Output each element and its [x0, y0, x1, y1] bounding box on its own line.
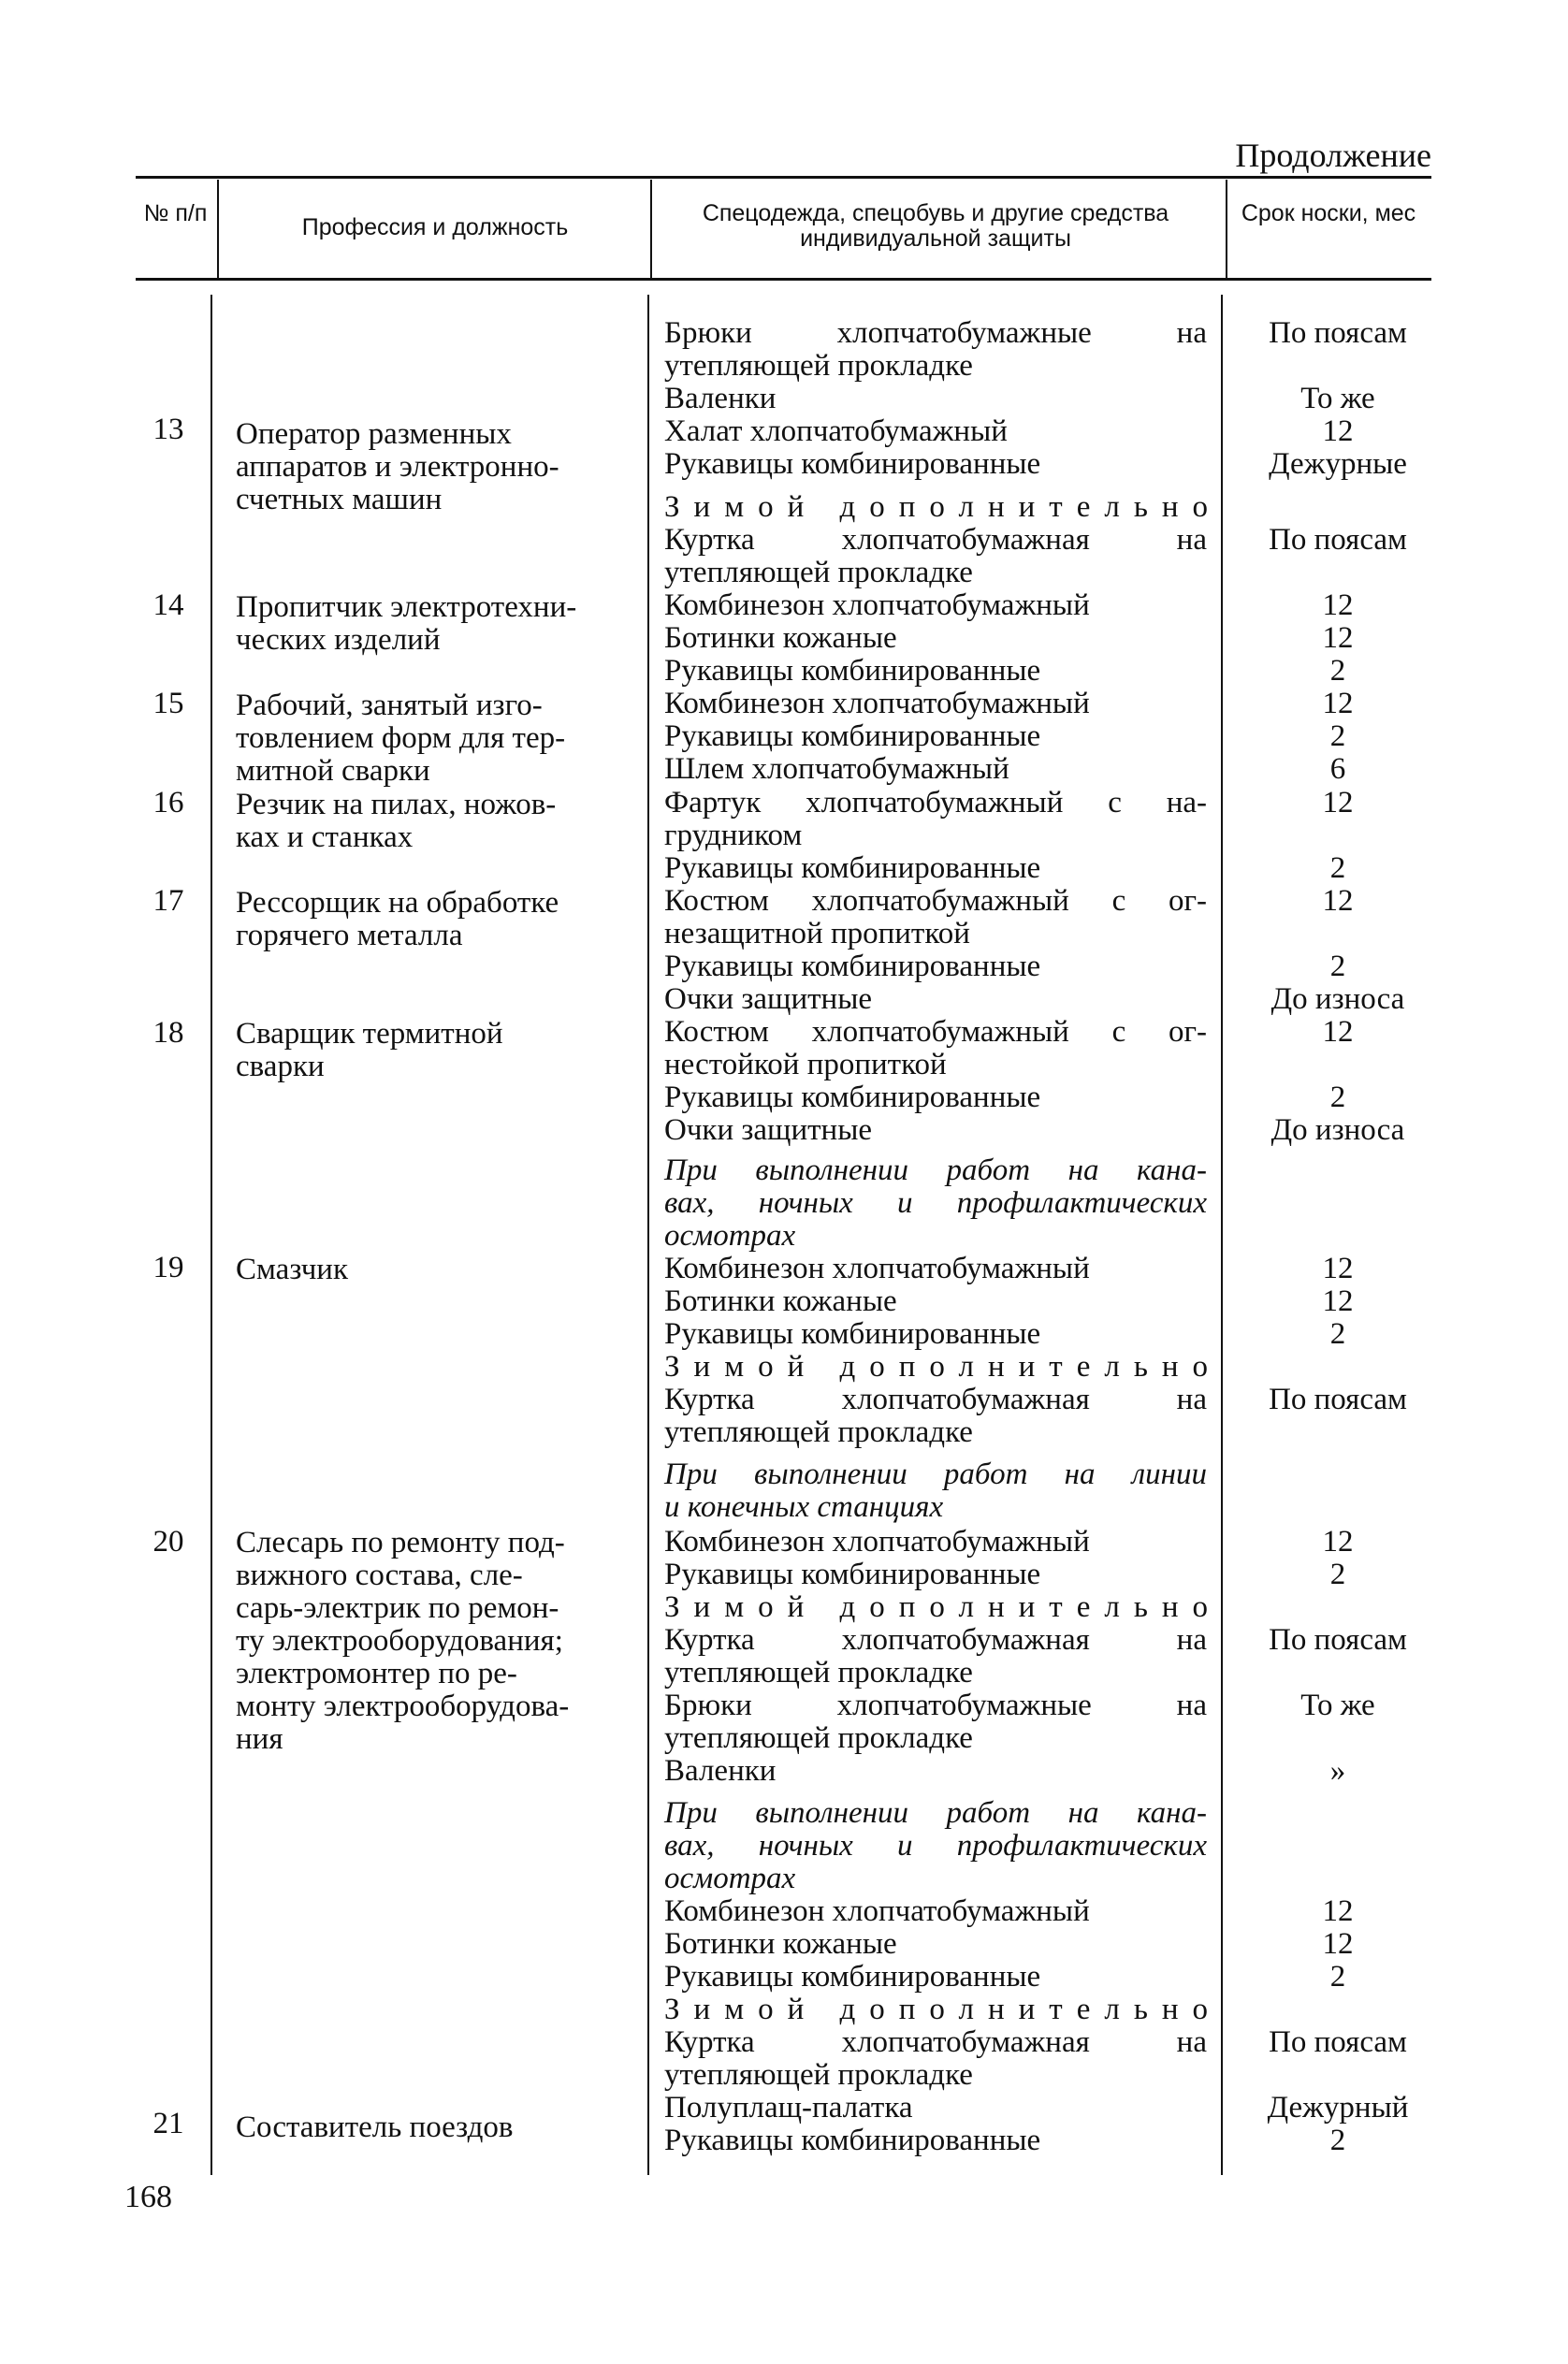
item-line: грудником: [664, 819, 803, 852]
item-line: незащитной пропиткой: [664, 917, 970, 950]
item-line: Куртка хлопчатобумажная на: [664, 1383, 1207, 1416]
profession-line: Пропитчик электротехни-: [236, 590, 577, 624]
profession-line: ту электрооборудования;: [236, 1624, 563, 1658]
item-line: Рукавицы комбинированные: [664, 851, 1041, 885]
term-value: 12: [1322, 786, 1354, 819]
item-line: Брюки хлопчатобумажные на: [664, 316, 1207, 350]
profession-line: Слесарь по ремонту под-: [236, 1526, 565, 1559]
item-line: Рукавицы комбинированные: [664, 1317, 1041, 1351]
term-value: 2: [1329, 654, 1346, 688]
term-value: 12: [1322, 884, 1354, 918]
item-line: Комбинезон хлопчатобумажный: [664, 1525, 1090, 1559]
item-line: Комбинезон хлопчатобумажный: [664, 588, 1090, 622]
term-value: То же: [1300, 1689, 1375, 1722]
item-line: Рукавицы комбинированные: [664, 2124, 1041, 2157]
term-value: 2: [1329, 950, 1346, 983]
item-line: утепляющей прокладке: [664, 2058, 973, 2092]
item-line: и конечных станциях: [664, 1490, 944, 1524]
term-value: Дежурные: [1269, 447, 1407, 481]
term-value: 2: [1329, 2124, 1346, 2157]
item-line: Очки защитные: [664, 982, 873, 1016]
header-profession: Профессия и должность: [301, 214, 569, 240]
item-line: Рукавицы комбинированные: [664, 950, 1041, 983]
term-value: »: [1329, 1754, 1346, 1788]
profession-line: электромонтер по ре-: [236, 1657, 517, 1690]
profession-line: монту электрооборудова-: [236, 1690, 570, 1723]
column-divider-2: [650, 180, 652, 278]
row-num: 20: [152, 1525, 184, 1559]
item-line: Куртка хлопчатобумажная на: [664, 1623, 1207, 1657]
item-line: Ботинки кожаные: [664, 1927, 897, 1961]
profession-line: ния: [236, 1722, 283, 1756]
header-bottom-rule: [136, 278, 1431, 281]
item-line: Валенки: [664, 1754, 777, 1788]
term-value: По поясам: [1269, 1383, 1407, 1416]
header-term: Срок носки, мес: [1241, 200, 1416, 226]
term-value: 12: [1322, 1927, 1354, 1961]
profession-line: горячего металла: [236, 919, 463, 952]
item-line: Зимой дополнительно: [664, 1350, 1223, 1384]
header-items: Спецодежда, спецобувь и другие средства индивидуальной защиты: [702, 200, 1169, 252]
item-line: Комбинезон хлопчатобумажный: [664, 1252, 1090, 1285]
profession-line: ческих изделий: [236, 623, 441, 657]
body-divider-2: [647, 295, 649, 2175]
item-line: утепляющей прокладке: [664, 1721, 973, 1755]
profession-line: Сварщик термитной: [236, 1017, 503, 1051]
row-num: 17: [152, 884, 184, 918]
term-value: 12: [1322, 1284, 1354, 1318]
item-line: Костюм хлопчатобумажный с ог-: [664, 884, 1207, 918]
item-line: нестойкой пропиткой: [664, 1048, 947, 1081]
profession-line: Рабочий, занятый изго-: [236, 689, 543, 722]
body-divider-3: [1221, 295, 1223, 2175]
item-line: Валенки: [664, 382, 777, 415]
term-value: 12: [1322, 588, 1354, 622]
column-divider-3: [1226, 180, 1227, 278]
term-value: То же: [1300, 382, 1375, 415]
term-value: 12: [1322, 1894, 1354, 1928]
item-line: Брюки хлопчатобумажные на: [664, 1689, 1207, 1722]
body-divider-1: [211, 295, 212, 2175]
term-value: 2: [1329, 1080, 1346, 1114]
row-num: 14: [152, 588, 184, 622]
term-value: 12: [1322, 1525, 1354, 1559]
continuation-label: Продолжение: [1235, 137, 1431, 174]
item-line: Рукавицы комбинированные: [664, 1960, 1041, 1994]
term-value: По поясам: [1269, 2025, 1407, 2059]
profession-line: Составитель поездов: [236, 2110, 514, 2144]
item-line: Очки защитные: [664, 1113, 873, 1147]
term-value: До износа: [1270, 982, 1405, 1016]
item-line: Рукавицы комбинированные: [664, 1558, 1041, 1591]
profession-line: аппаратов и электронно-: [236, 450, 559, 484]
profession-line: Оператор разменных: [236, 417, 512, 451]
item-line: Куртка хлопчатобумажная на: [664, 2025, 1207, 2059]
item-line: утепляющей прокладке: [664, 1415, 973, 1449]
item-line: Полуплащ-палатка: [664, 2091, 913, 2125]
item-line: утепляющей прокладке: [664, 1656, 973, 1690]
term-value: Дежурный: [1267, 2091, 1409, 2125]
term-value: 2: [1329, 851, 1346, 885]
term-value: 12: [1322, 1015, 1354, 1049]
row-num: 15: [152, 687, 184, 720]
term-value: 12: [1322, 1252, 1354, 1285]
item-line: Ботинки кожаные: [664, 1284, 897, 1318]
term-value: 12: [1322, 621, 1354, 655]
item-line: Зимой дополнительно: [664, 490, 1223, 524]
item-line: Комбинезон хлопчатобумажный: [664, 1894, 1090, 1928]
profession-line: Резчик на пилах, ножов-: [236, 788, 557, 821]
table-top-rule: [136, 176, 1431, 179]
term-value: 2: [1329, 1960, 1346, 1994]
profession-line: счетных машин: [236, 483, 443, 516]
profession-line: товлением форм для тер-: [236, 721, 566, 755]
item-line: Костюм хлопчатобумажный с ог-: [664, 1015, 1207, 1049]
item-line: При выполнении работ на кана-: [664, 1153, 1207, 1187]
item-line: осмотрах: [664, 1862, 796, 1895]
item-line: утепляющей прокладке: [664, 349, 973, 383]
item-line: Зимой дополнительно: [664, 1590, 1223, 1624]
term-value: До износа: [1270, 1113, 1405, 1147]
item-line: Шлем хлопчатобумажный: [664, 752, 1009, 786]
term-value: 12: [1322, 414, 1354, 448]
item-line: Ботинки кожаные: [664, 621, 897, 655]
item-line: Зимой дополнительно: [664, 1993, 1223, 2026]
item-line: утепляющей прокладке: [664, 556, 973, 589]
item-line: Халат хлопчатобумажный: [664, 414, 1008, 448]
profession-line: Смазчик: [236, 1253, 348, 1286]
term-value: 2: [1329, 719, 1346, 753]
term-value: По поясам: [1269, 316, 1407, 350]
row-num: 16: [152, 786, 184, 819]
item-line: При выполнении работ на линии: [664, 1458, 1207, 1491]
profession-line: Рессорщик на обработке: [236, 886, 559, 920]
term-value: 2: [1329, 1317, 1346, 1351]
item-line: Рукавицы комбинированные: [664, 447, 1041, 481]
item-line: Комбинезон хлопчатобумажный: [664, 687, 1090, 720]
term-value: 12: [1322, 687, 1354, 720]
profession-line: сарь-электрик по ремон-: [236, 1591, 559, 1625]
row-num: 18: [152, 1016, 184, 1050]
row-num: 13: [152, 413, 184, 446]
item-line: вах, ночных и профилактических: [664, 1829, 1207, 1863]
profession-line: ках и станках: [236, 820, 414, 854]
profession-line: сварки: [236, 1050, 325, 1083]
page-number: 168: [124, 2180, 172, 2214]
row-num: 19: [152, 1251, 184, 1284]
item-line: вах, ночных и профилактических: [664, 1186, 1207, 1220]
column-divider-1: [217, 180, 219, 278]
profession-line: митной сварки: [236, 754, 430, 788]
term-value: 6: [1329, 752, 1346, 786]
item-line: Рукавицы комбинированные: [664, 719, 1041, 753]
item-line: При выполнении работ на кана-: [664, 1796, 1207, 1830]
profession-line: вижного состава, сле-: [236, 1559, 523, 1592]
item-line: Куртка хлопчатобумажная на: [664, 523, 1207, 557]
header-num: № п/п: [143, 200, 208, 226]
item-line: осмотрах: [664, 1219, 796, 1253]
item-line: Рукавицы комбинированные: [664, 654, 1041, 688]
row-num: 21: [152, 2107, 184, 2140]
item-line: Фартук хлопчатобумажный с на-: [664, 786, 1207, 819]
item-line: Рукавицы комбинированные: [664, 1080, 1041, 1114]
term-value: По поясам: [1269, 523, 1407, 557]
term-value: По поясам: [1269, 1623, 1407, 1657]
term-value: 2: [1329, 1558, 1346, 1591]
